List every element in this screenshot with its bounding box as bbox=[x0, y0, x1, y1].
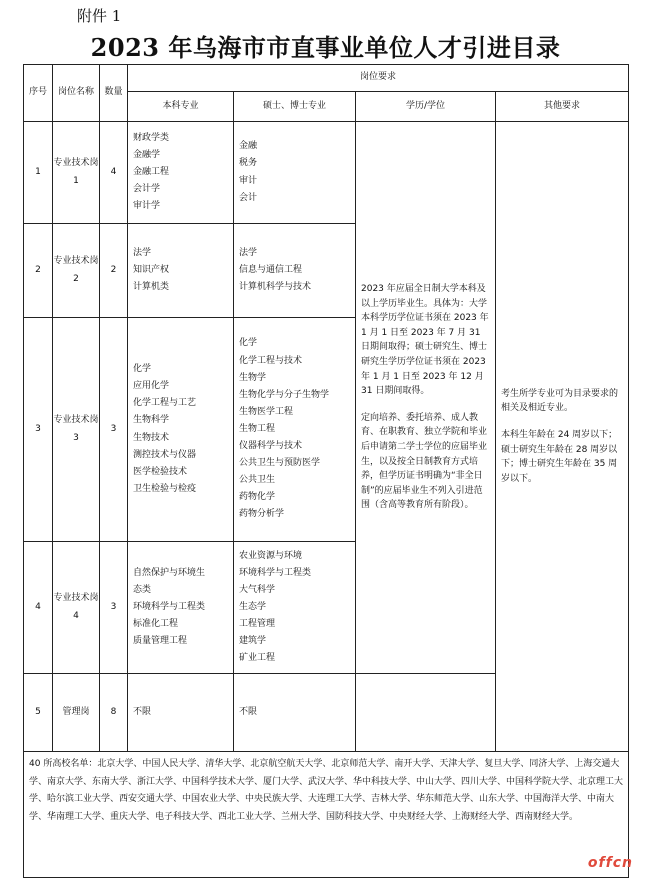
major-item: 不限 bbox=[133, 706, 152, 717]
degree-header: 学历/学位 bbox=[356, 92, 496, 122]
talent-catalog-table bbox=[23, 64, 629, 878]
row-post-name: 管理岗 bbox=[53, 674, 100, 752]
row-undergrad-majors bbox=[128, 542, 234, 674]
major-item: 公共卫生与预防医学 bbox=[239, 458, 321, 469]
table-row bbox=[24, 122, 629, 224]
row-post-name: 专业技术岗 3 bbox=[53, 318, 100, 542]
row-grad-majors bbox=[234, 318, 356, 542]
footer-row bbox=[24, 752, 629, 878]
page-title: 2023 年乌海市市直事业单位人才引进目录 bbox=[90, 33, 561, 62]
major-item: 矿业工程 bbox=[239, 653, 276, 664]
row-seq: 4 bbox=[24, 542, 53, 674]
major-item: 不限 bbox=[239, 706, 258, 717]
major-item: 生物科学 bbox=[133, 415, 170, 426]
other-paragraph: 考生所学专业可为目录要求的相关及相近专业。 bbox=[501, 388, 619, 414]
major-item: 大气科学 bbox=[239, 584, 276, 595]
major-item: 环境科学与工程类 bbox=[133, 601, 206, 612]
university-list: 40 所高校名单：北京大学、中国人民大学、清华大学、北京航空航天大学、北京师范大学、南开大学、天津大学、复旦大学、同济大学、上海交通大学、南京大学、东南大学、浙江大学、中国科学技术大学、厦门大学、武汉大学、华中科技大学、中山大学、四川大学、中国科学院大学、北京理工大学、哈尔滨工业大学、西安交通大学、中国农业大学、中央民族大学、大连理工大学、吉林大学、华东师范大学、山东大学、中国海洋大学、中南大学、华南理工大学、重庆大学、电子科技大学、西北工业大学、兰州大学、国防科技大学、中央财经大学、上海财经大学、西南财经大学。 bbox=[24, 752, 629, 878]
post-name-header: 岗位名称 bbox=[53, 65, 100, 122]
degree-requirements bbox=[356, 122, 496, 674]
major-item: 药物化学 bbox=[239, 492, 276, 503]
major-item: 药物分析学 bbox=[239, 509, 285, 520]
requirements-header: 岗位要求 bbox=[128, 65, 629, 92]
row-undergrad-majors bbox=[128, 318, 234, 542]
row-grad-majors bbox=[234, 122, 356, 224]
major-item: 会计 bbox=[239, 192, 258, 203]
row-post-name: 专业技术岗 4 bbox=[53, 542, 100, 674]
major-item: 环境科学与工程类 bbox=[239, 567, 312, 578]
major-item: 知识产权 bbox=[133, 264, 170, 275]
major-item: 化学 bbox=[239, 338, 258, 349]
header-row-1 bbox=[24, 65, 629, 92]
empty-degree-cell bbox=[356, 674, 496, 752]
grad-header: 硕士、博士专业 bbox=[234, 92, 356, 122]
major-item: 生物技术 bbox=[133, 432, 170, 443]
major-item: 质量管理工程 bbox=[133, 636, 188, 647]
major-item: 仪器科学与技术 bbox=[239, 441, 303, 452]
row-count: 3 bbox=[100, 318, 128, 542]
major-item: 化学工程与技术 bbox=[239, 355, 303, 366]
major-item: 化学工程与工艺 bbox=[133, 398, 197, 409]
other-requirements bbox=[496, 122, 629, 752]
other-header: 其他要求 bbox=[496, 92, 629, 122]
undergrad-header: 本科专业 bbox=[128, 92, 234, 122]
major-item: 会计学 bbox=[133, 184, 161, 195]
major-item: 应用化学 bbox=[133, 381, 170, 392]
row-count: 8 bbox=[100, 674, 128, 752]
major-item: 计算机科学与技术 bbox=[239, 282, 312, 293]
count-header: 数量 bbox=[100, 65, 128, 122]
row-undergrad-majors bbox=[128, 122, 234, 224]
row-count: 3 bbox=[100, 542, 128, 674]
row-seq: 1 bbox=[24, 122, 53, 224]
major-item: 法学 bbox=[239, 247, 258, 258]
major-item: 卫生检验与检疫 bbox=[133, 483, 197, 494]
major-item: 财政学类 bbox=[133, 132, 170, 143]
major-item: 标准化工程 bbox=[133, 619, 179, 630]
attachment-label: 附件 1 bbox=[77, 7, 122, 25]
row-count: 4 bbox=[100, 122, 128, 224]
major-item: 工程管理 bbox=[239, 619, 276, 630]
major-item: 法学 bbox=[133, 247, 152, 258]
row-undergrad-majors bbox=[128, 674, 234, 752]
row-post-name: 专业技术岗 1 bbox=[53, 122, 100, 224]
degree-paragraph: 定向培养、委托培养、成人教育、在职教育、独立学院和毕业后申请第二学士学位的应届毕业生，以及按全日制教育方式培养，但学历证书明确为“非全日制”的应届毕业生不列入引进范围（含高等教育所有阶段）。 bbox=[361, 412, 488, 511]
major-item: 生物化学与分子生物学 bbox=[239, 389, 330, 400]
major-item: 信息与通信工程 bbox=[239, 264, 303, 275]
row-undergrad-majors bbox=[128, 224, 234, 318]
row-seq: 5 bbox=[24, 674, 53, 752]
major-item: 公共卫生 bbox=[239, 475, 276, 486]
major-item: 金融工程 bbox=[133, 166, 170, 177]
major-item: 生物工程 bbox=[239, 423, 276, 434]
watermark-logo: offcn bbox=[587, 855, 633, 871]
row-grad-majors bbox=[234, 542, 356, 674]
degree-paragraph: 2023 年应届全日制大学本科及以上学历毕业生。具体为：大学本科学历学位证书须在 2023 年 1 月 1 日至 2023 年 7 月 31 日期间取得；硕士研究生、博士研究生学历学位证书须在 2023 年 1 月 1 日至 2023 年 12 月 31 日期间取得。 bbox=[361, 284, 489, 397]
major-item: 金融 bbox=[239, 141, 258, 152]
row-post-name: 专业技术岗 2 bbox=[53, 224, 100, 318]
major-item: 建筑学 bbox=[239, 636, 267, 647]
major-item: 农业资源与环境 bbox=[239, 550, 303, 561]
major-item: 生态学 bbox=[239, 601, 267, 612]
major-item: 生物医学工程 bbox=[239, 406, 294, 417]
row-seq: 2 bbox=[24, 224, 53, 318]
row-grad-majors bbox=[234, 674, 356, 752]
row-count: 2 bbox=[100, 224, 128, 318]
seq-header: 序号 bbox=[24, 65, 53, 122]
major-item: 审计学 bbox=[133, 201, 161, 212]
other-paragraph: 本科生年龄在 24 周岁以下；硕士研究生年龄在 28 周岁以下；博士研究生年龄在 35 周岁以下。 bbox=[501, 429, 618, 484]
major-item: 态类 bbox=[133, 584, 152, 595]
major-item: 金融学 bbox=[133, 149, 161, 160]
major-item: 计算机类 bbox=[133, 282, 170, 293]
major-item: 医学检验技术 bbox=[133, 466, 188, 477]
major-item: 生物学 bbox=[239, 372, 267, 383]
major-item: 测控技术与仪器 bbox=[133, 449, 197, 460]
row-grad-majors bbox=[234, 224, 356, 318]
major-item: 自然保护与环境生 bbox=[133, 567, 206, 578]
major-item: 税务 bbox=[239, 158, 258, 169]
major-item: 审计 bbox=[239, 175, 258, 186]
row-seq: 3 bbox=[24, 318, 53, 542]
major-item: 化学 bbox=[133, 364, 152, 375]
